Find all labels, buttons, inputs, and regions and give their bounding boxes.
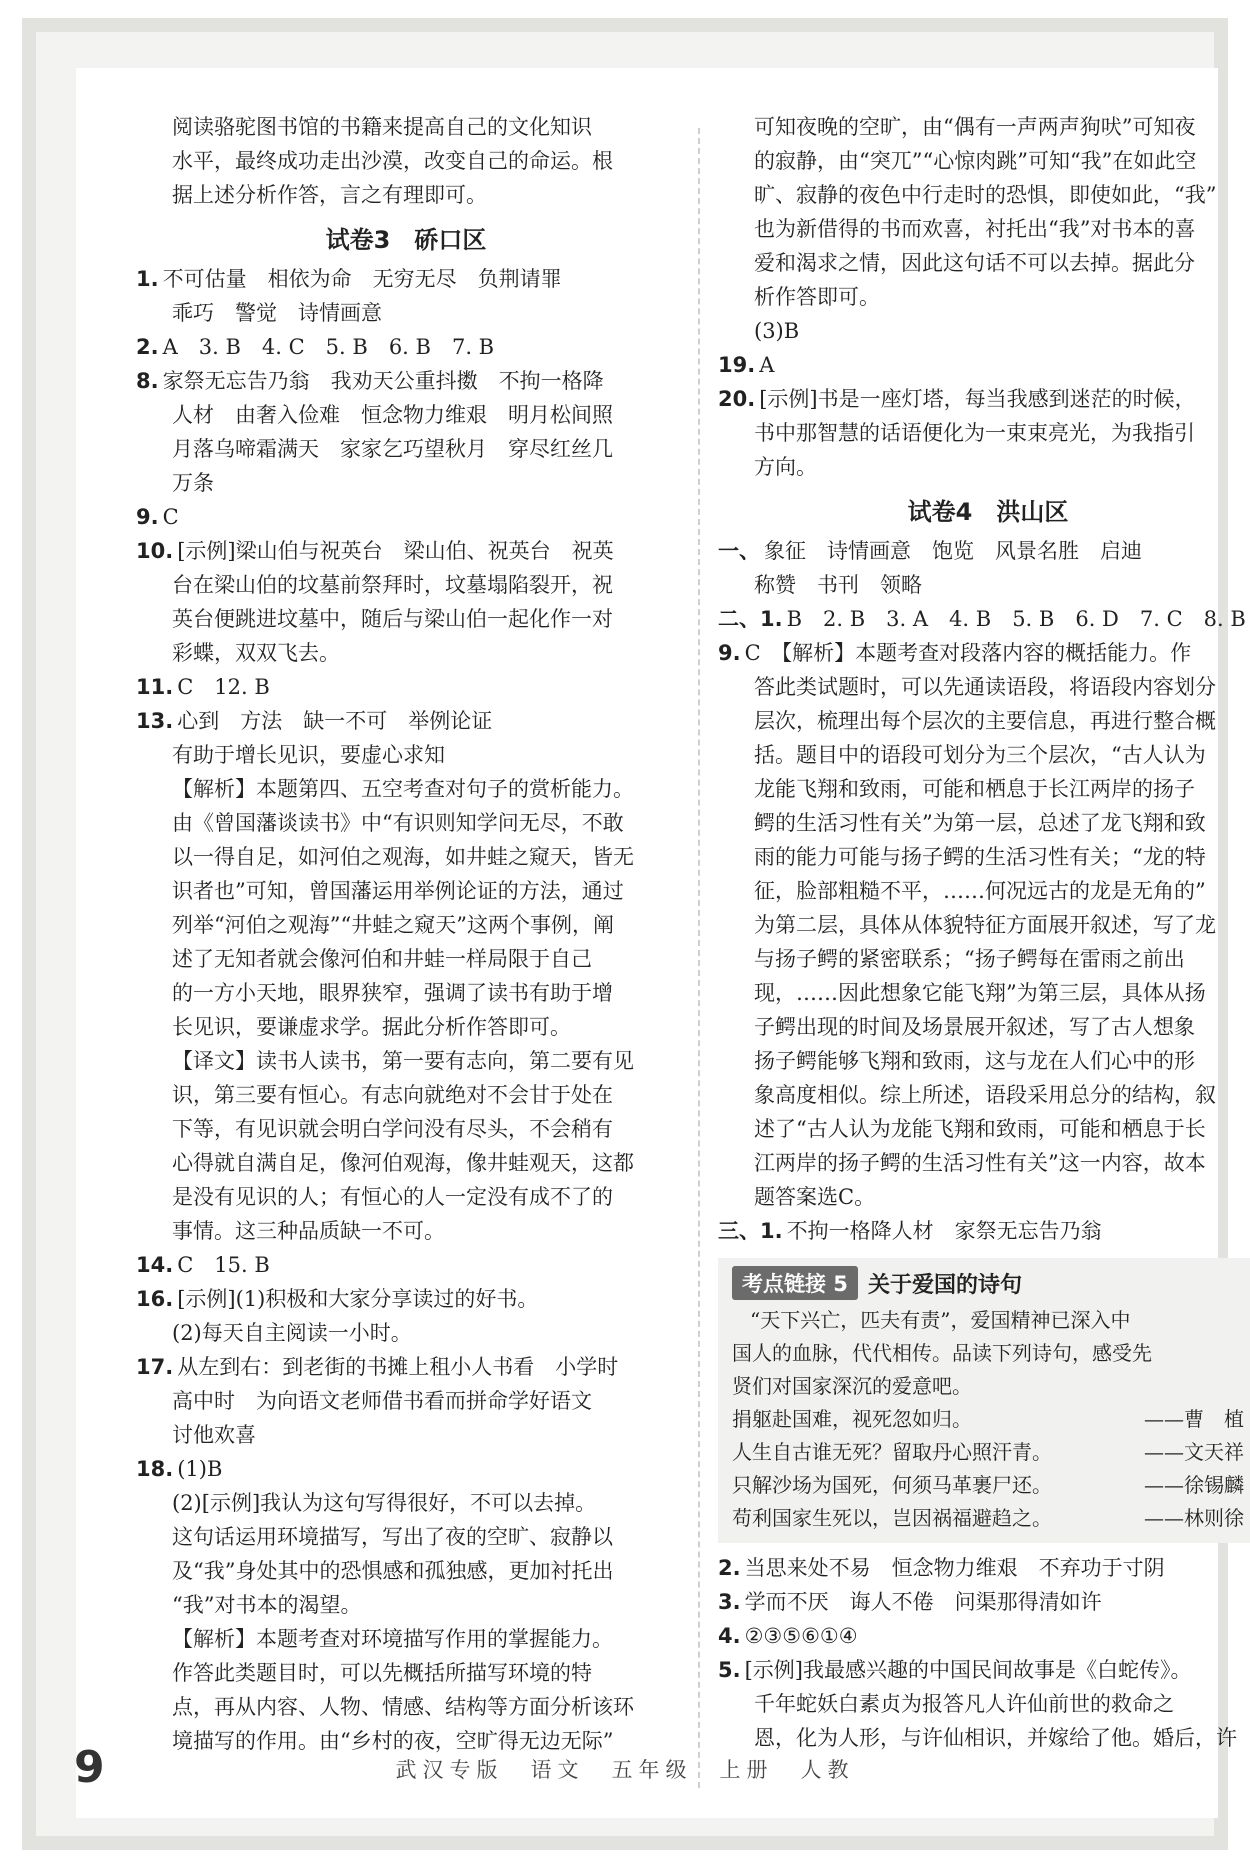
answer-line <box>718 874 1250 908</box>
question-number: 13. <box>136 709 174 733</box>
answer-text: 列举“河伯之观海”“井蛙之窥天”这两个事例，阐 <box>172 913 614 937</box>
answer-text: 恩，化为人形，与许仙相识，并嫁给了他。婚后，许 <box>754 1726 1237 1750</box>
answer-text: 识者也”可知，曾国藩运用举例论证的方法，通过 <box>172 879 624 903</box>
question-number: 16. <box>136 1287 174 1311</box>
answer-line <box>718 942 1250 976</box>
answer-text: 现，……因此想象它能飞翔”为第三层，具体从扬 <box>754 981 1206 1005</box>
answer-line <box>718 110 1250 144</box>
answer-text: [示例]我最感兴趣的中国民间故事是《白蛇传》。 <box>744 1658 1192 1682</box>
answer-text: 台在梁山伯的坟墓前祭拜时，坟墓塌陷裂开，祝 <box>172 573 613 597</box>
answer-line <box>718 1010 1250 1044</box>
answer-line <box>718 246 1250 280</box>
answer-line <box>718 280 1250 314</box>
answer-line <box>718 314 1250 348</box>
answer-line <box>136 1486 676 1520</box>
answer-text: (1)B <box>177 1457 223 1481</box>
answer-text: 千年蛇妖白素贞为报答凡人许仙前世的救命之 <box>754 1692 1174 1716</box>
answer-line <box>136 976 676 1010</box>
answer-line <box>136 1724 676 1758</box>
answer-line <box>136 1690 676 1724</box>
answer-line <box>718 670 1250 704</box>
answer-line <box>718 908 1250 942</box>
answer-text: 江两岸的扬子鳄的生活习性有关”这一内容，故本 <box>754 1151 1206 1175</box>
answer-line <box>718 416 1250 450</box>
question-number: 1. <box>136 267 159 291</box>
poem-row <box>732 1403 1244 1436</box>
answer-line <box>136 568 676 602</box>
poem-row <box>732 1502 1244 1535</box>
answer-line <box>136 942 676 976</box>
question-number: 8. <box>136 369 159 393</box>
intro-line: 水平，最终成功走出沙漠，改变自己的命运。根 <box>172 149 613 173</box>
answer-line <box>136 296 676 330</box>
answer-line <box>718 1585 1250 1619</box>
answer-text: 彩蝶，双双飞去。 <box>172 641 340 665</box>
right-column <box>718 110 1250 1755</box>
question-number: 4. <box>718 1624 741 1648</box>
answer-text: 长见识，要谦虚求学。据此分析作答即可。 <box>172 1015 571 1039</box>
answer-text: 有助于增长见识，要虚心求知 <box>172 743 445 767</box>
box-intro-line: 贤们对国家深沉的爱意吧。 <box>732 1374 972 1398</box>
answer-text: [示例](1)积极和大家分享读过的好书。 <box>177 1287 539 1311</box>
answer-text: 及“我”身处其中的恐惧感和孤独感，更加衬托出 <box>172 1559 614 1583</box>
answer-text: (2)每天自主阅读一小时。 <box>172 1321 412 1345</box>
answer-line <box>136 1588 676 1622</box>
question-number: 二、1. <box>718 607 783 631</box>
answer-line <box>718 1044 1250 1078</box>
answer-line <box>718 738 1250 772</box>
answer-text: 学而不厌 诲人不倦 问渠那得清如许 <box>744 1590 1102 1614</box>
question-number: 10. <box>136 539 174 563</box>
answer-text: 当思来处不易 恒念物力维艰 不弃功于寸阴 <box>744 1556 1165 1580</box>
left-column <box>136 110 676 1758</box>
question-number: 一、 <box>718 539 760 563</box>
intro-line: 据上述分析作答，言之有理即可。 <box>172 183 487 207</box>
answer-text: 答此类试题时，可以先通读语段，将语段内容划分 <box>754 675 1216 699</box>
answer-line <box>718 704 1250 738</box>
answer-line <box>718 1078 1250 1112</box>
poem-list <box>732 1403 1244 1535</box>
answer-text: 下等，有见识就会明白学问没有尽头，不会稍有 <box>172 1117 613 1141</box>
answer-line <box>136 1282 676 1316</box>
right-answer-list-c <box>718 1551 1250 1755</box>
answer-line <box>136 466 676 500</box>
answer-line <box>136 670 676 704</box>
answer-text: ②③⑤⑥①④ <box>744 1624 858 1648</box>
answer-line <box>136 1146 676 1180</box>
answer-text: 从左到右：到老街的书摊上租小人书看 小学时 <box>177 1355 619 1379</box>
answer-text: “我”对书本的渴望。 <box>172 1593 362 1617</box>
answer-line <box>718 1214 1250 1248</box>
answer-line <box>136 534 676 568</box>
poem-author: ——文天祥 <box>1144 1440 1244 1464</box>
answer-line <box>136 1350 676 1384</box>
answer-line <box>136 364 676 398</box>
answer-line <box>136 1554 676 1588</box>
answer-text: [示例]书是一座灯塔，每当我感到迷茫的时候， <box>759 387 1196 411</box>
answer-line <box>718 1653 1250 1687</box>
answer-line <box>718 602 1250 636</box>
answer-line <box>136 1248 676 1282</box>
answer-line <box>136 1384 676 1418</box>
question-number: 9. <box>718 641 741 665</box>
question-number: 三、1. <box>718 1219 783 1243</box>
answer-line <box>136 1112 676 1146</box>
answer-text: [示例]梁山伯与祝英台 梁山伯、祝英台 祝英 <box>177 539 614 563</box>
answer-text: 龙能飞翔和致雨，可能和栖息于长江两岸的扬子 <box>754 777 1195 801</box>
answer-line <box>718 806 1250 840</box>
answer-line <box>718 1146 1250 1180</box>
knowledge-link-box <box>718 1258 1250 1543</box>
answer-line <box>136 908 676 942</box>
answer-text: C <box>162 505 179 529</box>
answer-line <box>718 636 1250 670</box>
intro-line: 阅读骆驼图书馆的书籍来提高自己的文化知识 <box>172 115 592 139</box>
answer-text: 【译文】读书人读书，第一要有志向，第二要有见 <box>172 1049 634 1073</box>
answer-line <box>718 772 1250 806</box>
answer-line <box>718 534 1250 568</box>
column-divider <box>698 128 700 1788</box>
answer-text: 不拘一格降人材 家祭无忘告乃翁 <box>786 1219 1102 1243</box>
poem-row <box>732 1469 1244 1502</box>
answer-text: 这句话运用环境描写，写出了夜的空旷、寂静以 <box>172 1525 613 1549</box>
answer-line <box>136 1010 676 1044</box>
answer-line <box>136 602 676 636</box>
answer-line <box>718 1687 1250 1721</box>
answer-text: 为第二层，具体从体貌特征方面展开叙述，写了龙 <box>754 913 1216 937</box>
answer-text: 题答案选C。 <box>754 1185 876 1209</box>
answer-text: 【解析】本题第四、五空考查对句子的赏析能力。 <box>172 777 634 801</box>
answer-line <box>136 772 676 806</box>
answer-line <box>718 1721 1250 1755</box>
answer-text: C 12. B <box>177 675 270 699</box>
poem-line: 人生自古谁无死？留取丹心照汗青。 <box>732 1440 1052 1464</box>
answer-text: 心得就自满自足，像河伯观海，像井蛙观天，这都 <box>172 1151 634 1175</box>
answer-text: 鳄的生活习性有关”为第一层，总述了龙飞翔和致 <box>754 811 1206 835</box>
poem-line: 只解沙场为国死，何须马革裹尸还。 <box>732 1473 1052 1497</box>
answer-line <box>718 144 1250 178</box>
answer-text: 方向。 <box>754 455 817 479</box>
answer-line <box>718 450 1250 484</box>
answer-text: 子鳄出现的时间及场景展开叙述，写了古人想象 <box>754 1015 1195 1039</box>
answer-line <box>136 840 676 874</box>
answer-text: 英台便跳进坟墓中，随后与梁山伯一起化作一对 <box>172 607 613 631</box>
answer-text: 雨的能力可能与扬子鳄的生活习性有关；“龙的特 <box>754 845 1206 869</box>
answer-text: 的一方小天地，眼界狭窄，强调了读书有助于增 <box>172 981 613 1005</box>
answer-text: 象高度相似。综上所述，语段采用总分的结构，叙 <box>754 1083 1216 1107</box>
answer-text: 与扬子鳄的紧密联系；“扬子鳄每在雷雨之前出 <box>754 947 1185 971</box>
answer-text: 由《曾国藩谈读书》中“有识则知学问无尽，不敢 <box>172 811 624 835</box>
answer-line <box>136 1214 676 1248</box>
section-title: 试卷3 硚口区 <box>325 226 487 254</box>
answer-text: 事情。这三种品质缺一不可。 <box>172 1219 445 1243</box>
answer-line <box>136 330 676 364</box>
answer-text: 称赞 书刊 领略 <box>754 573 922 597</box>
answer-text: 旷、寂静的夜色中行走时的恐惧，即使如此，“我” <box>754 183 1217 207</box>
answer-text: (3)B <box>754 319 800 343</box>
answer-line <box>136 262 676 296</box>
answer-text: 以一得自足，如河伯之观海，如井蛙之窥天，皆无 <box>172 845 634 869</box>
answer-text: 【解析】本题考查对环境描写作用的掌握能力。 <box>172 1627 613 1651</box>
answer-line <box>718 178 1250 212</box>
answer-text: 括。题目中的语段可划分为三个层次，“古人认为 <box>754 743 1206 767</box>
answer-line <box>136 1520 676 1554</box>
answer-text: 境描写的作用。由“乡村的夜，空旷得无边无际” <box>172 1729 614 1753</box>
question-number: 19. <box>718 353 756 377</box>
answer-line <box>718 1180 1250 1214</box>
answer-text: 爱和渴求之情，因此这句话不可以去掉。据此分 <box>754 251 1195 275</box>
poem-line: 捐躯赴国难，视死忽如归。 <box>732 1407 972 1431</box>
box-intro-line: 国人的血脉，代代相传。品读下列诗句，感受先 <box>732 1341 1152 1365</box>
answer-text: 征，脸部粗糙不平，……何况远古的龙是无角的” <box>754 879 1206 903</box>
answer-line <box>136 874 676 908</box>
answer-text: 述了无知者就会像河伯和井蛙一样局限于自己 <box>172 947 592 971</box>
answer-line <box>718 568 1250 602</box>
answer-line <box>136 704 676 738</box>
question-number: 2. <box>718 1556 741 1580</box>
answer-line <box>136 1316 676 1350</box>
answer-line <box>718 976 1250 1010</box>
poem-row <box>732 1436 1244 1469</box>
answer-line <box>136 636 676 670</box>
poem-author: ——徐锡麟 <box>1144 1473 1244 1497</box>
question-number: 2. <box>136 335 159 359</box>
answer-text: C 【解析】本题考查对段落内容的概括能力。作 <box>744 641 1192 665</box>
answer-text: 人材 由奢入俭难 恒念物力维艰 明月松间照 <box>172 403 613 427</box>
answer-line <box>136 1044 676 1078</box>
answer-text: 也为新借得的书而欢喜，衬托出“我”对书本的喜 <box>754 217 1196 241</box>
answer-line <box>136 1656 676 1690</box>
answer-text: 家祭无忘告乃翁 我劝天公重抖擞 不拘一格降 <box>162 369 604 393</box>
answer-line <box>136 1418 676 1452</box>
poem-author: ——林则徐 <box>1144 1506 1244 1530</box>
answer-line <box>136 1452 676 1486</box>
question-number: 5. <box>718 1658 741 1682</box>
answer-text: A <box>759 353 775 377</box>
answer-line <box>718 840 1250 874</box>
answer-text: 扬子鳄能够飞翔和致雨，这与龙在人们心中的形 <box>754 1049 1195 1073</box>
answer-line <box>718 1619 1250 1653</box>
answer-line <box>136 806 676 840</box>
section-title: 试卷4 洪山区 <box>907 498 1069 526</box>
question-number: 18. <box>136 1457 174 1481</box>
answer-text: 心到 方法 缺一不可 举例论证 <box>177 709 493 733</box>
answer-line <box>718 212 1250 246</box>
answer-text: 乖巧 警觉 诗情画意 <box>172 301 382 325</box>
answer-text: 层次，梳理出每个层次的主要信息，再进行整合概 <box>754 709 1216 733</box>
question-number: 20. <box>718 387 756 411</box>
answer-line <box>136 738 676 772</box>
answer-text: 讨他欢喜 <box>172 1423 256 1447</box>
answer-text: 的寂静，由“突兀”“心惊肉跳”可知“我”在如此空 <box>754 149 1197 173</box>
question-number: 11. <box>136 675 174 699</box>
answer-line <box>136 500 676 534</box>
answer-line <box>718 1112 1250 1146</box>
answer-line <box>718 348 1250 382</box>
answer-line <box>136 432 676 466</box>
question-number: 3. <box>718 1590 741 1614</box>
page-footer: 武汉专版 语文 五年级 上册 人教 <box>395 1758 855 1782</box>
question-number: 9. <box>136 505 159 529</box>
page-frame <box>22 18 1246 1850</box>
right-answer-list-a <box>718 110 1250 484</box>
answer-text: C 15. B <box>177 1253 270 1277</box>
box-intro-line: “天下兴亡，匹夫有责”，爱国精神已深入中 <box>750 1308 1131 1332</box>
right-answer-list-b <box>718 534 1250 1248</box>
poem-author: ——曹 植 <box>1144 1407 1244 1431</box>
answer-text: 象征 诗情画意 饱览 风景名胜 启迪 <box>764 539 1142 563</box>
answer-text: 识，第三要有恒心。有志向就绝对不会甘于处在 <box>172 1083 613 1107</box>
answer-text: B 2. B 3. A 4. B 5. B 6. D 7. C 8. B <box>786 607 1246 631</box>
knowledge-link-title: 关于爱国的诗句 <box>867 1272 1022 1298</box>
answer-text: 点，再从内容、人物、情感、结构等方面分析该环 <box>172 1695 634 1719</box>
answer-text: A 3. B 4. C 5. B 6. B 7. B <box>162 335 495 359</box>
answer-text: 万条 <box>172 471 214 495</box>
answer-text: 书中那智慧的话语便化为一束束亮光，为我指引 <box>754 421 1195 445</box>
knowledge-link-tag: 考点链接 5 <box>732 1266 858 1300</box>
answer-line <box>136 1180 676 1214</box>
left-answer-list <box>136 262 676 1758</box>
answer-text: 可知夜晚的空旷，由“偶有一声两声狗吠”可知夜 <box>754 115 1196 139</box>
answer-line <box>718 382 1250 416</box>
poem-line: 苟利国家生死以，岂因祸福避趋之。 <box>732 1506 1052 1530</box>
answer-line <box>718 1551 1250 1585</box>
answer-line <box>136 1622 676 1656</box>
answer-line <box>136 1078 676 1112</box>
answer-text: 不可估量 相依为命 无穷无尽 负荆请罪 <box>162 267 562 291</box>
question-number: 14. <box>136 1253 174 1277</box>
answer-text: 析作答即可。 <box>754 285 880 309</box>
answer-text: (2)[示例]我认为这句写得很好，不可以去掉。 <box>172 1491 597 1515</box>
answer-text: 是没有见识的人；有恒心的人一定没有成不了的 <box>172 1185 613 1209</box>
page-number: 9 <box>74 1742 105 1793</box>
answer-text: 述了“古人认为龙能飞翔和致雨，可能和栖息于长 <box>754 1117 1206 1141</box>
answer-text: 作答此类题目时，可以先概括所描写环境的特 <box>172 1661 592 1685</box>
page-content <box>76 68 1246 1818</box>
question-number: 17. <box>136 1355 174 1379</box>
answer-text: 高中时 为向语文老师借书看而拼命学好语文 <box>172 1389 592 1413</box>
answer-text: 月落乌啼霜满天 家家乞巧望秋月 穿尽红丝几 <box>172 437 613 461</box>
answer-line <box>136 398 676 432</box>
